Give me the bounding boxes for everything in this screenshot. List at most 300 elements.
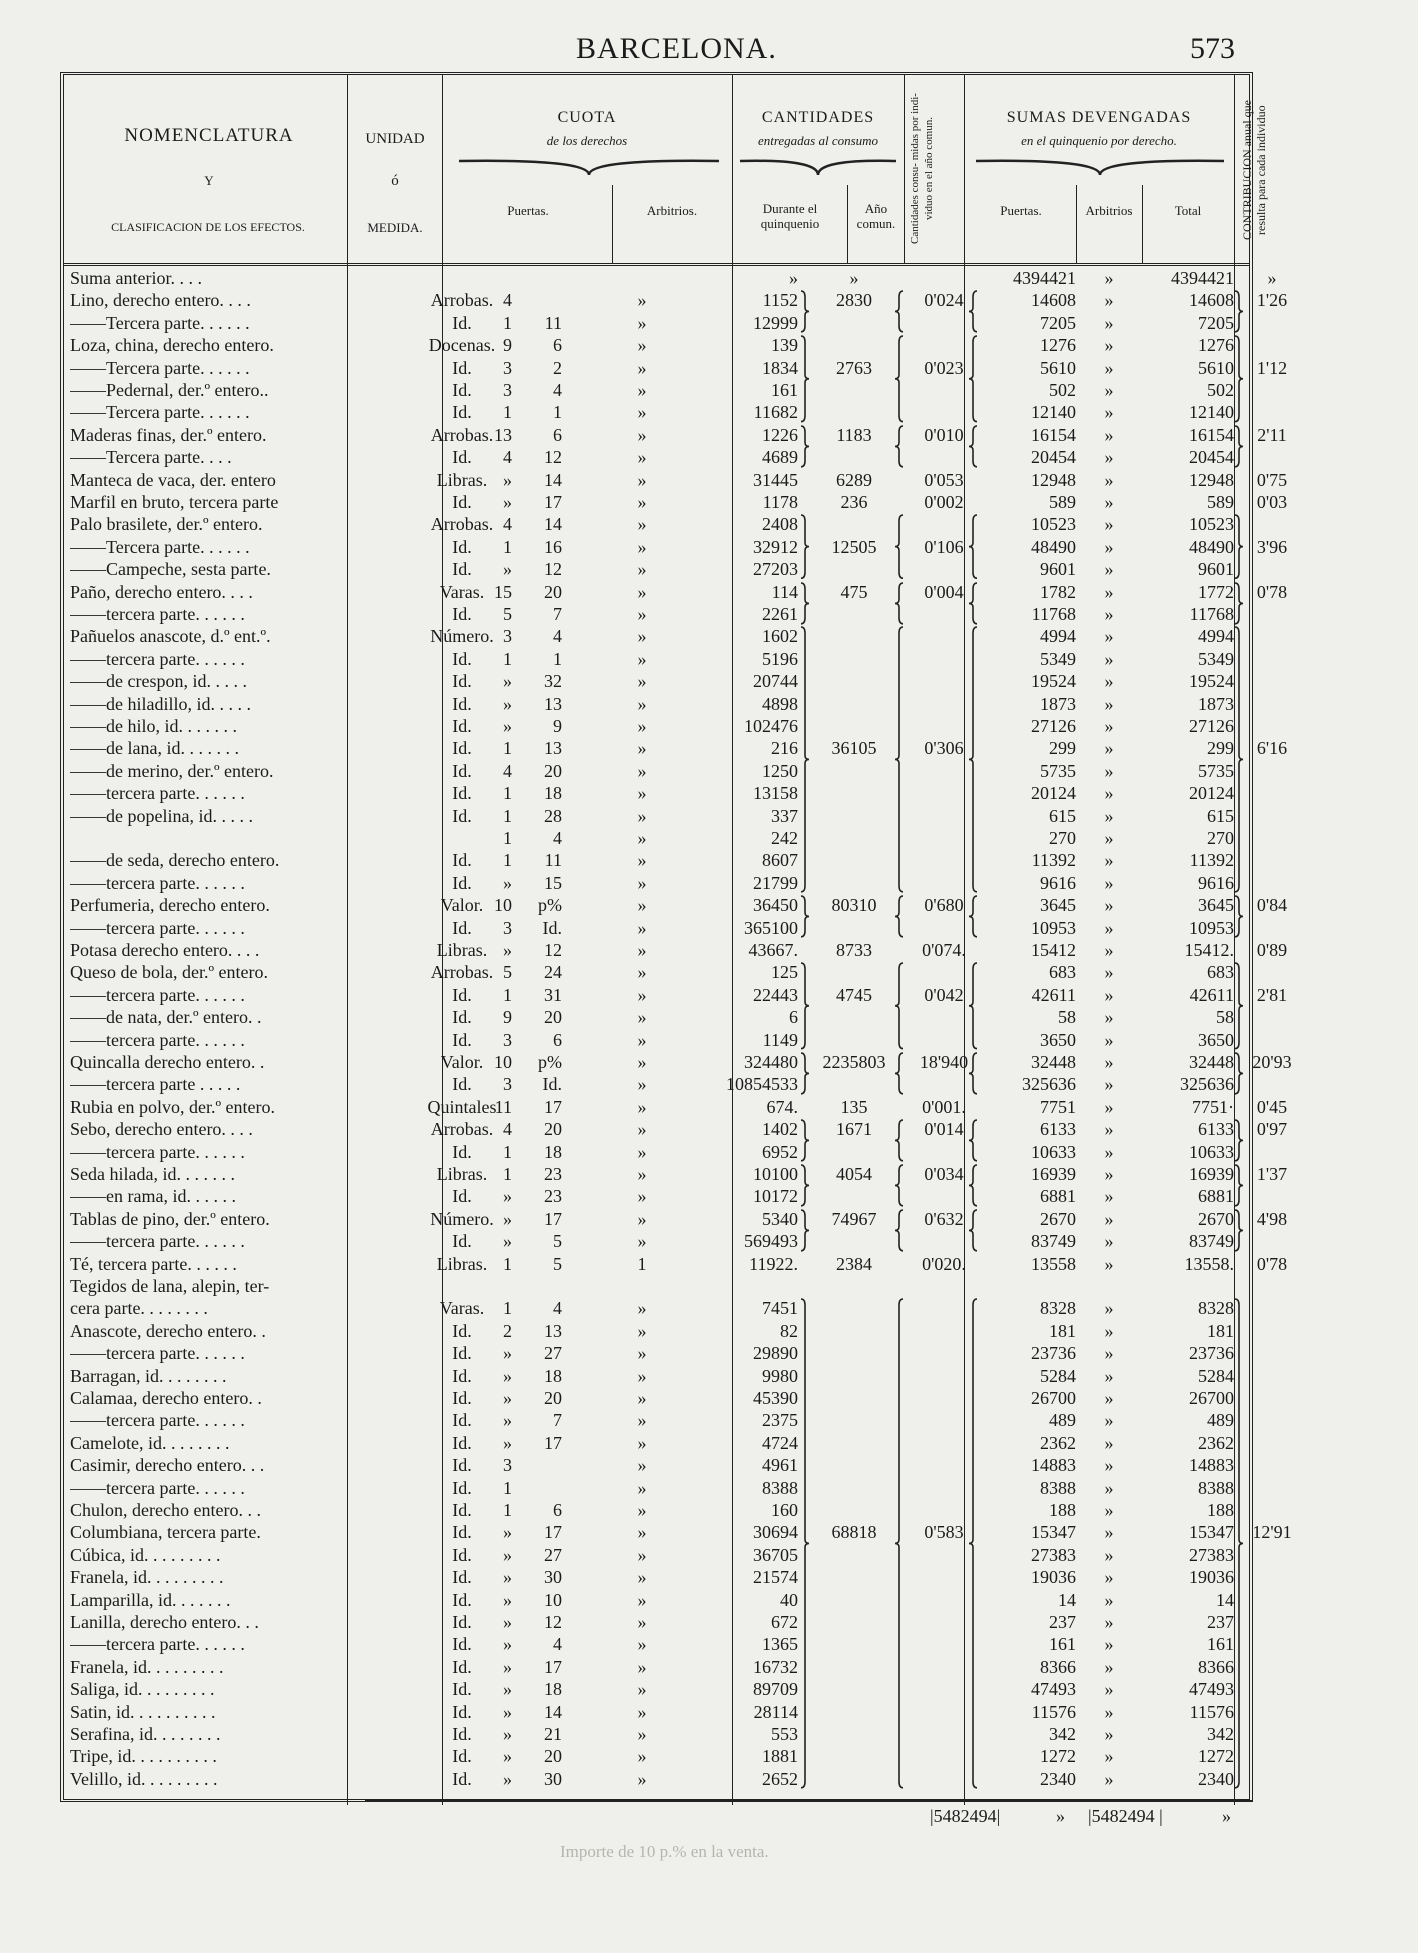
- suma-arbitrios: »: [1104, 738, 1114, 759]
- table-row: [64, 581, 1288, 603]
- suma-total: 83749: [1189, 1231, 1234, 1252]
- suma-arbitrios: »: [1104, 1186, 1114, 1207]
- contribucion-individuo: 0'75: [1256, 469, 1288, 490]
- suma-arbitrios: »: [1104, 1388, 1114, 1408]
- consumo-individuo: 0'010: [924, 424, 964, 445]
- cuota-puertas-mrs: 1: [553, 402, 562, 423]
- cantidad-quinquenio: 20744: [753, 671, 798, 692]
- item-unit: Arrobas.: [430, 514, 494, 535]
- suma-puertas: 3645: [1040, 895, 1076, 916]
- item-unit: Id.: [452, 738, 472, 759]
- item-unit: Libras.: [436, 940, 488, 960]
- suma-total: 299: [1207, 738, 1234, 759]
- suma-arbitrios: »: [1104, 1365, 1114, 1386]
- cantidad-quinquenio: 8607: [762, 850, 798, 871]
- cuota-puertas-mrs: 1: [553, 648, 562, 669]
- suma-total: 15412.: [1184, 940, 1234, 960]
- item-unit: Id.: [452, 357, 472, 378]
- cantidad-ano-comun: 8733: [836, 940, 872, 960]
- cantidad-quinquenio: 672: [771, 1612, 798, 1632]
- cuota-arbitrios: »: [637, 828, 647, 848]
- brace-icon: [968, 1297, 978, 1790]
- cantidad-quinquenio: 1152: [762, 290, 798, 311]
- cuota-puertas-mrs: p%: [538, 895, 562, 916]
- cuota-puertas-reales: »: [503, 716, 512, 736]
- cuota-puertas-mrs: 18: [544, 1679, 562, 1700]
- cantidad-quinquenio: 82: [780, 1320, 798, 1341]
- item-name: Pañuelos anascote, d.º ent.º.: [70, 626, 271, 647]
- suma-arbitrios: »: [1104, 940, 1114, 960]
- item-unit: Arrobas.: [430, 1119, 494, 1140]
- table-row: [64, 289, 1288, 311]
- cantidad-ano-comun: 236: [840, 492, 868, 512]
- suma-total: 13558.: [1184, 1253, 1234, 1274]
- suma-puertas: 342: [1049, 1724, 1076, 1744]
- suma-puertas: 16939: [1031, 1164, 1076, 1184]
- suma-puertas: 6881: [1040, 1186, 1076, 1207]
- table-row: [64, 513, 1249, 535]
- suma-arbitrios: »: [1104, 1074, 1114, 1095]
- cantidad-quinquenio: 139: [771, 335, 798, 356]
- item-name: ——tercera parte. . . . . .: [70, 1231, 245, 1252]
- cantidad-quinquenio: 1149: [762, 1029, 798, 1050]
- item-unit: Id.: [452, 447, 472, 468]
- cuota-puertas-mrs: 4: [553, 626, 562, 647]
- item-unit: Id.: [452, 1343, 472, 1364]
- suma-arbitrios: »: [1104, 1455, 1114, 1476]
- cuota-puertas-reales: 9: [503, 335, 512, 356]
- brace-icon: [800, 894, 810, 939]
- suma-arbitrios: »: [1104, 1320, 1114, 1341]
- item-name: Columbiana, tercera parte.: [70, 1522, 261, 1543]
- suma-puertas: 489: [1049, 1410, 1076, 1431]
- table-row: [64, 1477, 1249, 1499]
- item-name: Lamparilla, id. . . . . . .: [70, 1589, 231, 1610]
- cuota-puertas-mrs: 23: [544, 1164, 562, 1184]
- suma-arbitrios: »: [1104, 1298, 1114, 1319]
- cuota-puertas-reales: 3: [503, 626, 512, 647]
- unidad-o: ó: [391, 173, 399, 189]
- cuota-arbitrios: »: [637, 1231, 647, 1252]
- item-name: Tegidos de lana, alepin, ter-: [70, 1276, 270, 1296]
- cantidad-quinquenio: 1881: [762, 1746, 798, 1767]
- item-name: ——de hilo, id. . . . . . .: [70, 716, 237, 736]
- cantidad-quinquenio: 11682: [753, 402, 798, 423]
- table-header: [64, 75, 1268, 266]
- cuota-arbitrios: »: [637, 917, 647, 938]
- cuota-arbitrios: »: [637, 1365, 647, 1386]
- table-row: [64, 267, 1277, 289]
- cuota-puertas-mrs: 6: [553, 335, 562, 356]
- suma-arbitrios: »: [1104, 1029, 1114, 1050]
- item-name: ——de hiladillo, id. . . . .: [70, 693, 251, 714]
- cuota-arbitrios: »: [637, 604, 647, 624]
- cuota-arbitrios: »: [637, 1410, 647, 1431]
- table-row: [64, 1141, 1249, 1163]
- brace-icon: [894, 1118, 904, 1163]
- brace-icon: [894, 1208, 904, 1253]
- cuota-arbitrios: »: [637, 1208, 647, 1229]
- brace-icon: [800, 1051, 810, 1096]
- item-name: Rubia en polvo, der.º entero.: [70, 1096, 276, 1117]
- cantidad-quinquenio: 7451: [762, 1298, 798, 1319]
- cuota-puertas-reales: »: [503, 1567, 512, 1588]
- cantidad-quinquenio: 216: [771, 738, 798, 759]
- cuota-arbitrios: »: [637, 1455, 647, 1476]
- cuota-puertas-mrs: 18: [544, 1365, 562, 1386]
- contribucion-individuo: 20'93: [1252, 1052, 1292, 1072]
- cuota-arbitrios: »: [637, 492, 647, 512]
- cuota-arbitrios: »: [637, 1029, 647, 1050]
- item-name: Marfil en bruto, tercera parte: [70, 492, 279, 512]
- sumas-sub: en el quinquenio por derecho.: [1021, 133, 1177, 148]
- suma-puertas: 13558: [1031, 1253, 1076, 1274]
- cantidad-quinquenio: 102476: [744, 716, 798, 736]
- suma-arbitrios: »: [1104, 1231, 1114, 1252]
- table-row: [64, 1208, 1288, 1230]
- suma-total: 19036: [1189, 1567, 1234, 1588]
- cantidad-quinquenio: 13158: [753, 783, 798, 804]
- cuota-arbitrios: »: [637, 1544, 647, 1565]
- item-unit: Id.: [452, 380, 472, 400]
- table-row: [64, 424, 1287, 446]
- suma-arbitrios: »: [1104, 1544, 1114, 1565]
- table-row: [64, 603, 1249, 625]
- cuota-puertas-mrs: 13: [544, 738, 562, 759]
- table-row: [64, 1544, 1249, 1566]
- cuota-puertas-reales: »: [503, 1186, 512, 1207]
- cantidad-quinquenio: 160: [771, 1500, 798, 1520]
- item-unit: Id.: [452, 1410, 472, 1431]
- cuota-arbitrios: »: [637, 1679, 647, 1700]
- suma-puertas: 8388: [1040, 1477, 1076, 1498]
- table-row: [64, 1633, 1249, 1655]
- suma-total: 1276: [1198, 335, 1234, 356]
- suma-arbitrios: »: [1104, 1432, 1114, 1453]
- cuota-puertas-mrs: 4: [553, 1634, 562, 1655]
- item-unit: Libras.: [436, 1164, 488, 1184]
- item-name: Franela, id. . . . . . . . .: [70, 1656, 224, 1677]
- item-name: ——tercera parte. . . . . .: [70, 917, 245, 938]
- item-name: Palo brasilete, der.º entero.: [70, 514, 263, 535]
- suma-puertas: 20454: [1031, 447, 1076, 468]
- contribucion-individuo: 4'98: [1256, 1208, 1288, 1229]
- brace-icon: [894, 334, 904, 424]
- suma-total: 615: [1207, 805, 1234, 826]
- cuota-arbitrios: »: [637, 1746, 647, 1767]
- cantidad-quinquenio: 9980: [762, 1365, 798, 1386]
- cantidad-quinquenio: 1178: [762, 492, 798, 512]
- cuota-arbitrios: »: [637, 1634, 647, 1655]
- page-number: 573: [1190, 32, 1235, 65]
- cuota-arbitrios: »: [637, 895, 647, 916]
- cuota-puertas-mrs: 20: [544, 1007, 562, 1028]
- cuota-arbitrios: »: [637, 1724, 647, 1744]
- cuota-puertas-mrs: 20: [544, 1119, 562, 1140]
- cantidad-quinquenio: 161: [771, 380, 798, 400]
- suma-arbitrios: »: [1104, 290, 1114, 311]
- item-name: ——tercera parte. . . . . .: [70, 783, 245, 804]
- item-name: Casimir, derecho entero. . .: [70, 1455, 265, 1476]
- item-unit: Id.: [452, 1522, 472, 1543]
- suma-total: 12140: [1189, 402, 1234, 423]
- cantidad-quinquenio: 1365: [762, 1634, 798, 1655]
- cuota-puertas-mrs: 10: [544, 1589, 562, 1610]
- item-name: ——tercera parte. . . . . .: [70, 1141, 245, 1162]
- contribucion-individuo: 0'78: [1256, 581, 1288, 602]
- cantidad-ano-comun: 6289: [836, 469, 872, 490]
- cantidad-ano-comun: 2830: [836, 290, 872, 311]
- sumas-brace-icon: [976, 157, 1224, 181]
- cuota-arbitrios: »: [637, 447, 647, 468]
- cantidad-ano-comun: 475: [840, 581, 868, 602]
- ano-header: Año comun.: [856, 201, 896, 231]
- cuota-puertas-reales: »: [503, 1343, 512, 1364]
- cuota-arbitrios: »: [637, 312, 647, 333]
- table-row: [64, 1678, 1249, 1700]
- item-name: ——tercera parte. . . . . .: [70, 1343, 245, 1364]
- suma-puertas: 11392: [1031, 850, 1076, 871]
- cantidad-quinquenio: 28114: [753, 1701, 798, 1722]
- brace-icon: [968, 1051, 978, 1096]
- cuota-puertas-mrs: 11: [544, 312, 562, 333]
- sumas-arbitrios: Arbitrios: [1085, 203, 1133, 218]
- cuota-arbitrios: »: [637, 805, 647, 826]
- cuota-arbitrios: »: [637, 559, 647, 580]
- item-unit: Id.: [452, 1544, 472, 1565]
- cuota-arbitrios: »: [637, 1589, 647, 1610]
- durante-header: Durante el quinquenio: [760, 201, 820, 231]
- cuota-puertas-mrs: 20: [544, 581, 562, 602]
- cuota-puertas-reales: 1: [503, 402, 512, 423]
- suma-total: 26700: [1189, 1388, 1234, 1408]
- table-row: [64, 1253, 1288, 1275]
- consumo-individuo: 0'106: [924, 536, 964, 557]
- table-row: [64, 1275, 1249, 1297]
- suma-total: 237: [1207, 1612, 1234, 1632]
- cantidad-quinquenio: 4724: [762, 1432, 798, 1453]
- table-row: [64, 1006, 1249, 1028]
- suma-total: 8328: [1198, 1298, 1234, 1319]
- suma-puertas: 7751: [1040, 1096, 1076, 1117]
- cuota-arbitrios: »: [637, 1477, 647, 1498]
- cuota-puertas-reales: 4: [503, 514, 512, 535]
- cuota-puertas-mrs: 31: [544, 984, 562, 1005]
- suma-arbitrios: »: [1104, 536, 1114, 557]
- item-unit: Id.: [452, 805, 472, 826]
- item-name: Serafina, id. . . . . . . .: [70, 1724, 221, 1744]
- suma-total: 2362: [1198, 1432, 1234, 1453]
- cuota-arbitrios: »: [637, 1612, 647, 1632]
- suma-total: 2670: [1198, 1208, 1234, 1229]
- cantidad-quinquenio: 45390: [753, 1388, 798, 1408]
- cuota-arbitrios: »: [637, 648, 647, 669]
- cuota-arbitrios: »: [637, 290, 647, 311]
- cuota-puertas-mrs: 20: [544, 1746, 562, 1767]
- contribucion-individuo: 3'96: [1256, 536, 1288, 557]
- contribucion-individuo: 2'81: [1256, 984, 1288, 1005]
- cuota-puertas-mrs: 12: [544, 559, 562, 580]
- suma-puertas: 20124: [1031, 783, 1076, 804]
- sumas-header: SUMAS DEVENGADAS: [1006, 109, 1192, 126]
- table-row: [64, 491, 1288, 513]
- brace-icon: [1234, 1051, 1244, 1096]
- suma-puertas: 1272: [1040, 1746, 1076, 1767]
- cantidad-ano-comun: 4054: [836, 1164, 872, 1184]
- cantidad-quinquenio: 4961: [762, 1455, 798, 1476]
- cantidad-quinquenio: 10854533: [726, 1074, 798, 1095]
- suma-total: 27383: [1189, 1544, 1234, 1565]
- suma-puertas: 5735: [1040, 760, 1076, 781]
- item-name: Suma anterior. . . .: [70, 268, 202, 288]
- cuota-puertas-reales: »: [503, 693, 512, 714]
- item-unit: Id.: [452, 783, 472, 804]
- cuota-arbitrios: »: [637, 693, 647, 714]
- item-name: ——en rama, id. . . . . .: [70, 1186, 236, 1207]
- suma-puertas: 299: [1049, 738, 1076, 759]
- suma-total: 16154: [1189, 424, 1234, 445]
- table-row: [64, 827, 1249, 849]
- suma-total: 19524: [1189, 671, 1234, 692]
- table-row: [64, 1320, 1249, 1342]
- suma-arbitrios: »: [1104, 1768, 1114, 1789]
- suma-puertas: 3650: [1040, 1029, 1076, 1050]
- table-row: [64, 1499, 1249, 1521]
- cuota-puertas-reales: »: [503, 940, 512, 960]
- cuota-arbitrios: »: [637, 783, 647, 804]
- cantidad-quinquenio: 553: [771, 1724, 798, 1744]
- cuota-puertas-reales: »: [503, 1231, 512, 1252]
- table-row: [64, 760, 1249, 782]
- cuota-header: CUOTA: [557, 109, 617, 126]
- suma-puertas: 16154: [1031, 424, 1076, 445]
- suma-arbitrios: »: [1104, 1007, 1114, 1028]
- item-name: Paño, derecho entero. . . .: [70, 581, 253, 602]
- cuota-arbitrios: »: [637, 1522, 647, 1543]
- suma-total: 3645: [1198, 895, 1234, 916]
- item-name: Camelote, id. . . . . . . .: [70, 1432, 230, 1453]
- cuota-arbitrios: »: [637, 1119, 647, 1140]
- cuota-puertas-reales: »: [503, 492, 512, 512]
- consumo-individuo: 0'004: [924, 581, 964, 602]
- suma-puertas: 58: [1058, 1007, 1076, 1028]
- table-row: [64, 1096, 1288, 1118]
- item-name: Loza, china, derecho entero.: [70, 335, 274, 356]
- cuota-arbitrios: Arbitrios.: [646, 203, 698, 218]
- cuota-arbitrios: »: [637, 1432, 647, 1453]
- cantidad-quinquenio: 21799: [753, 872, 798, 893]
- consumo-individuo: 0'014: [924, 1119, 964, 1140]
- running-title: BARCELONA.: [576, 32, 777, 65]
- item-unit: Id.: [452, 492, 472, 512]
- medida-header: MEDIDA.: [367, 220, 423, 235]
- cantidad-quinquenio: 365100: [744, 917, 798, 938]
- item-unit: Id.: [452, 604, 472, 624]
- item-name: ——Tercera parte. . . . . .: [70, 312, 250, 333]
- cuota-arbitrios: »: [637, 1007, 647, 1028]
- cuota-puertas-reales: 1: [503, 1164, 512, 1184]
- brace-icon: [968, 1163, 978, 1208]
- suma-total: 9616: [1198, 872, 1234, 893]
- item-name: ——tercera parte. . . . . .: [70, 872, 245, 893]
- suma-arbitrios: »: [1104, 469, 1114, 490]
- cuota-arbitrios: »: [637, 380, 647, 400]
- cuota-arbitrios: »: [637, 671, 647, 692]
- item-name: ——de popelina, id. . . . .: [70, 805, 253, 826]
- item-unit: Id.: [452, 1231, 472, 1252]
- suma-puertas: 9601: [1040, 559, 1076, 580]
- suma-total: 4394421: [1171, 268, 1234, 288]
- nomenclatura-header: NOMENCLATURA: [124, 125, 294, 146]
- cuota-puertas-mrs: 4: [553, 1298, 562, 1319]
- cantidades-header: CANTIDADES: [761, 109, 875, 126]
- item-unit: Id.: [452, 1589, 472, 1610]
- suma-puertas: 9616: [1040, 872, 1076, 893]
- table-row: [64, 1589, 1249, 1611]
- contribucion-individuo: 0'78: [1256, 1253, 1288, 1274]
- clasificacion-header: CLASIFICACION DE LOS EFECTOS.: [111, 220, 305, 234]
- suma-total: 1272: [1198, 1746, 1234, 1767]
- item-name: Tablas de pino, der.º entero.: [70, 1208, 270, 1229]
- cuota-puertas-mrs: 30: [544, 1567, 562, 1588]
- cantidad-quinquenio: 43667.: [748, 940, 798, 960]
- suma-puertas: 188: [1049, 1500, 1076, 1520]
- cuota-puertas-mrs: Id.: [542, 917, 562, 938]
- item-name: Maderas finas, der.º entero.: [70, 424, 267, 445]
- table-row: [64, 536, 1288, 558]
- item-unit: Id.: [452, 1029, 472, 1050]
- cantidad-quinquenio: 2261: [762, 604, 798, 624]
- item-unit: Quintales: [427, 1096, 497, 1117]
- cantidad-quinquenio: 4689: [762, 447, 798, 468]
- item-name: ——tercera parte . . . . .: [70, 1074, 241, 1095]
- cantidad-ano-comun: 4745: [836, 984, 872, 1005]
- cuota-puertas-reales: »: [503, 1679, 512, 1700]
- cuota-arbitrios: »: [637, 760, 647, 781]
- consumo-individuo: 0'306: [924, 738, 964, 759]
- suma-arbitrios: »: [1104, 1522, 1114, 1543]
- item-name: Franela, id. . . . . . . . .: [70, 1567, 224, 1588]
- cuota-puertas-mrs: Id.: [542, 1074, 562, 1095]
- cuota-puertas-reales: 1: [503, 850, 512, 871]
- cuota-puertas-mrs: 14: [544, 469, 562, 490]
- brace-icon: [1234, 1297, 1244, 1790]
- contribucion-individuo: 0'03: [1256, 492, 1288, 512]
- suma-arbitrios: »: [1104, 895, 1114, 916]
- cuota-arbitrios: »: [637, 1656, 647, 1677]
- suma-arbitrios: »: [1104, 872, 1114, 893]
- cuota-puertas-reales: 3: [503, 1074, 512, 1095]
- cantidad-quinquenio: 5196: [762, 648, 798, 669]
- table-row: [64, 312, 1249, 334]
- brace-icon: [800, 625, 810, 894]
- table-row: [64, 401, 1249, 423]
- suma-total: 589: [1207, 492, 1234, 512]
- cantidad-quinquenio: 8388: [762, 1477, 798, 1498]
- total-arbitrios: »: [1056, 1806, 1065, 1826]
- cuota-arbitrios: »: [637, 1096, 647, 1117]
- cantidad-ano-comun: 2235803: [822, 1052, 886, 1072]
- suma-total: 5735: [1198, 760, 1234, 781]
- suma-puertas: 325636: [1022, 1074, 1076, 1095]
- item-unit: Id.: [452, 1768, 472, 1789]
- cantidad-quinquenio: 36705: [753, 1544, 798, 1565]
- cuota-puertas-mrs: 20: [544, 1388, 562, 1408]
- item-name: ——tercera parte. . . . . .: [70, 1477, 245, 1498]
- suma-total: 7751·: [1192, 1096, 1234, 1117]
- cuota-arbitrios: »: [637, 850, 647, 871]
- cantidad-quinquenio: 4898: [762, 693, 798, 714]
